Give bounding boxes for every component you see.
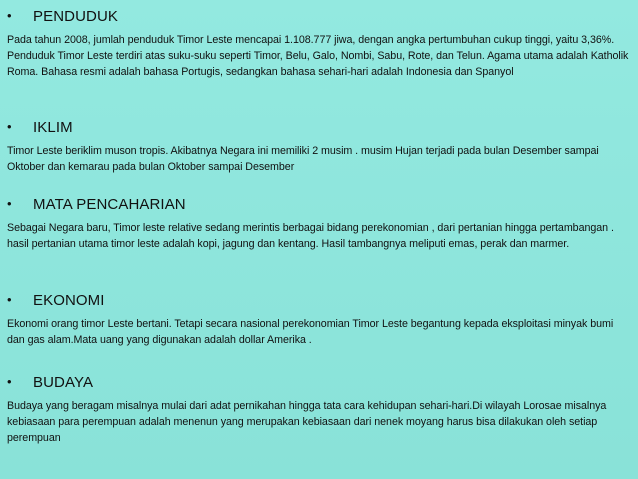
section-heading [7,6,633,26]
bullet-icon: • [7,8,12,23]
section-title: PENDUDUK [33,7,118,25]
section-title: MATA PENCAHARIAN [33,195,186,213]
bullet-icon: • [7,196,12,211]
section-mata-pencaharian [7,194,633,253]
bullet-icon: • [7,374,12,389]
bullet-icon: • [7,119,12,134]
section-heading [7,117,633,137]
bullet-icon: • [7,292,12,307]
section-heading [7,194,633,214]
section-budaya [7,372,633,446]
section-heading [7,290,633,310]
section-heading [7,372,633,392]
section-ekonomi [7,290,633,349]
section-title: IKLIM [33,118,73,136]
section-body: Sebagai Negara baru, Timor leste relative sedang merintis berbagai bidang perekonomian , dari pertanian hingga pertambangan . hasil pertanian utama timor leste adalah kopi, jagung dan kentang. Hasil tambangnya meliputi emas, perak dan marmer. [7,222,614,250]
section-penduduk [7,6,633,80]
section-iklim [7,117,633,176]
section-body: Pada tahun 2008, jumlah penduduk Timor Leste mencapai 1.108.777 jiwa, dengan angka pertumbuhan cukup tinggi, yaitu 3,36%. Penduduk Timor Leste terdiri atas suku-suku seperti Timor, Belu, Galo, Nombi, Sabu, Rote, dan Telun. Agama utama adalah Katholik Roma. Bahasa resmi adalah bahasa Portugis, sedangkan bahasa sehari-hari adalah Indonesia dan Spanyol [7,34,629,78]
section-body: Ekonomi orang timor Leste bertani. Tetapi secara nasional perekonomian Timor Leste begantung kepada eksploitasi minyak bumi dan gas alam.Mata uang yang digunakan adalah dollar Amerika . [7,318,614,346]
section-body: Timor Leste beriklim muson tropis. Akibatnya Negara ini memiliki 2 musim . musim Hujan terjadi pada bulan Desember sampai Oktober dan kemarau pada bulan Oktober sampai Desember [7,145,599,173]
section-title: BUDAYA [33,373,94,391]
section-body: Budaya yang beragam misalnya mulai dari adat pernikahan hingga tata cara kehidupan sehari-hari.Di wilayah Lorosae misalnya kebiasaan para perempuan adalah menenun yang merupakan kebiasaan dari nenek moyang harus bisa dilakukan oleh setiap perempuan [7,400,607,444]
section-title: EKONOMI [33,291,105,309]
